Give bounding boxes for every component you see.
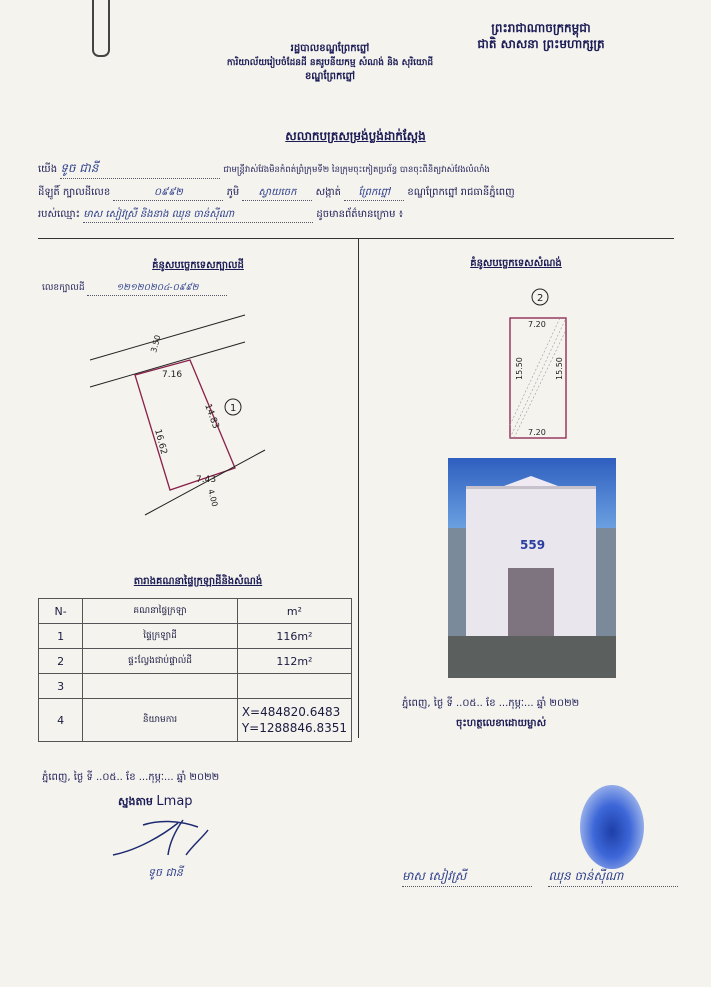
owner-signatures: [402, 868, 678, 887]
right-section-title: គំនូសបច្ចេកទេសសំណង់: [470, 258, 562, 269]
owner-signature-2: ឈុន ចាន់ស៊ីណា: [548, 868, 678, 887]
dim-road-bottom: 4.00: [206, 488, 220, 508]
photo-door: [508, 568, 554, 636]
section-divider-horizontal: [38, 238, 674, 239]
document-title: សលាកបត្រសម្រង់ប្លង់ដាក់ស្ដែង: [285, 129, 426, 143]
house-photo: [448, 458, 616, 678]
area-table-title: តារាងគណនាផ្ទៃក្រឡាដីនិងសំណង់: [133, 576, 263, 587]
row-no: 3: [39, 674, 83, 699]
road-line-top-2: [90, 342, 245, 387]
header-left-line1: រដ្ឋបាលខណ្ឌព្រែកព្នៅ: [290, 43, 370, 54]
header-unit: m²: [237, 599, 351, 624]
row-value: 116m²: [237, 624, 351, 649]
table-row: [39, 699, 352, 742]
right-footer-date: ភ្នំពេញ, ថ្ងៃ ទី ..០៥.. ខែ ...កុម្ភៈ... ឆ្នាំ ២០២២: [402, 698, 580, 709]
intro-line-2: [38, 185, 515, 201]
building-sketch: [500, 285, 580, 445]
dim-road-top: 3.50: [149, 333, 163, 354]
row-no: 1: [39, 624, 83, 649]
owner-names: មាស សៀវស្រី និងនាង ឈុន ចាន់ស៊ីណា: [83, 207, 313, 223]
left-footer-date: ភ្នំពេញ, ថ្ងៃ ទី ..០៥.. ខែ ...កុម្ភៈ... ឆ្នាំ ២០២២: [42, 772, 220, 783]
dim-top: 7.16: [162, 370, 183, 380]
commune-name: ព្រែកព្នៅ: [344, 185, 404, 201]
header-left-line2: ការិយាល័យរៀបចំដែនដី នគរូបនីយកម្ម សំណង់ និង សុរិយោដី: [226, 58, 434, 68]
district-text: ខណ្ឌព្រែកព្នៅ រាជធានីភ្នំពេញ: [407, 187, 515, 198]
dim-bottom: 7.43: [196, 475, 217, 485]
left-footer-sign-row: [118, 794, 193, 811]
intro-we-label: យើង: [38, 164, 58, 175]
coordinates-value: X=484820.6483 Y=1288846.8351: [237, 699, 351, 742]
row-desc: ផ្ទះល្វែងជាប់ផ្ទាល់ដី: [83, 649, 238, 674]
commune-label: សង្កាត់: [315, 187, 342, 198]
parcel-code-row: [42, 282, 227, 296]
village-name: ស្វាយចេក: [242, 185, 312, 201]
header-left-line3: ខណ្ឌព្រែកព្នៅ: [304, 71, 356, 82]
parcel-number-hand: ០៩៩២: [113, 185, 223, 201]
road-line-top-1: [90, 315, 245, 360]
photo-house-number: 559: [520, 538, 546, 552]
intro-line-3: [38, 207, 403, 223]
dim-right: 14.83: [202, 402, 221, 431]
row-desc: និយាមការ: [83, 699, 238, 742]
building-dim-top: 7.20: [528, 320, 546, 329]
kingdom-motto: ជាតិ សាសនា ព្រះមហាក្សត្រ: [477, 37, 605, 51]
parcel-sketch: [80, 305, 290, 520]
table-row: [39, 624, 352, 649]
kingdom-title: ព្រះរាជាណាចក្រកម្ពុជា: [491, 21, 591, 35]
header-right: [411, 20, 671, 52]
area-table: [38, 598, 352, 742]
building-dim-bottom: 7.20: [528, 428, 546, 437]
building-dim-left: 15.50: [515, 357, 524, 380]
paper-clip-icon: [92, 0, 110, 57]
building-dim-right: 15.50: [555, 357, 564, 380]
sign-company: Lmap: [156, 794, 193, 809]
table-header-row: [39, 599, 352, 624]
sign-label: ស្នងតាម: [118, 795, 153, 808]
row-no: 2: [39, 649, 83, 674]
intro-line-1: [38, 160, 490, 179]
photo-street: [448, 636, 616, 678]
section-divider-vertical: [358, 238, 359, 738]
owner-signature-1: មាស សៀវស្រី: [402, 868, 532, 887]
header-desc: គណនាផ្ទៃក្រឡា: [83, 599, 238, 624]
owner-rest: ដូចមានព័ត៌មានក្រោម ៖: [316, 209, 404, 220]
table-row: [39, 649, 352, 674]
table-row: [39, 674, 352, 699]
surveyor-signature-icon: [108, 815, 218, 865]
parcel-code-label: លេខក្បាលដី: [42, 283, 85, 293]
row-desc: [83, 674, 238, 699]
parcel-label: ដីឡូតិ៍ ក្បាលដីលេខ: [38, 187, 111, 198]
owner-label: របស់ឈ្មោះ: [38, 209, 80, 220]
village-label: ភូមិ: [226, 187, 240, 198]
surveyor-name: ទូច ជានី: [60, 160, 220, 179]
dim-left: 16.62: [152, 428, 169, 456]
surveyor-signature-name: ទូច ជានី: [148, 866, 183, 879]
header-no: N-: [39, 599, 83, 624]
row-desc: ផ្ទៃក្រឡាដី: [83, 624, 238, 649]
intro-line1-text: ជាមន្ត្រីវាស់វែងមិនកំពត់ព្រំក្រុមទី២ នៃក្រុមចុះកៀតប្រព័ន្ធ បានចុះពិនិត្យវាស់វែងលំលាំង: [223, 165, 490, 175]
parcel-number: 1: [230, 403, 237, 414]
row-value: 112m²: [237, 649, 351, 674]
parcel-code: ១២១២០២០៤-០៩៩២: [87, 282, 227, 296]
fingerprint-icon: [580, 785, 644, 869]
left-section-title: គំនូសបច្ចេកទេសក្បាលដី: [152, 260, 244, 271]
building-number: 2: [537, 293, 544, 304]
row-no: 4: [39, 699, 83, 742]
row-value: [237, 674, 351, 699]
right-footer-caption: ចុះហត្ថលេខាដោយម្ចាស់: [456, 718, 547, 729]
